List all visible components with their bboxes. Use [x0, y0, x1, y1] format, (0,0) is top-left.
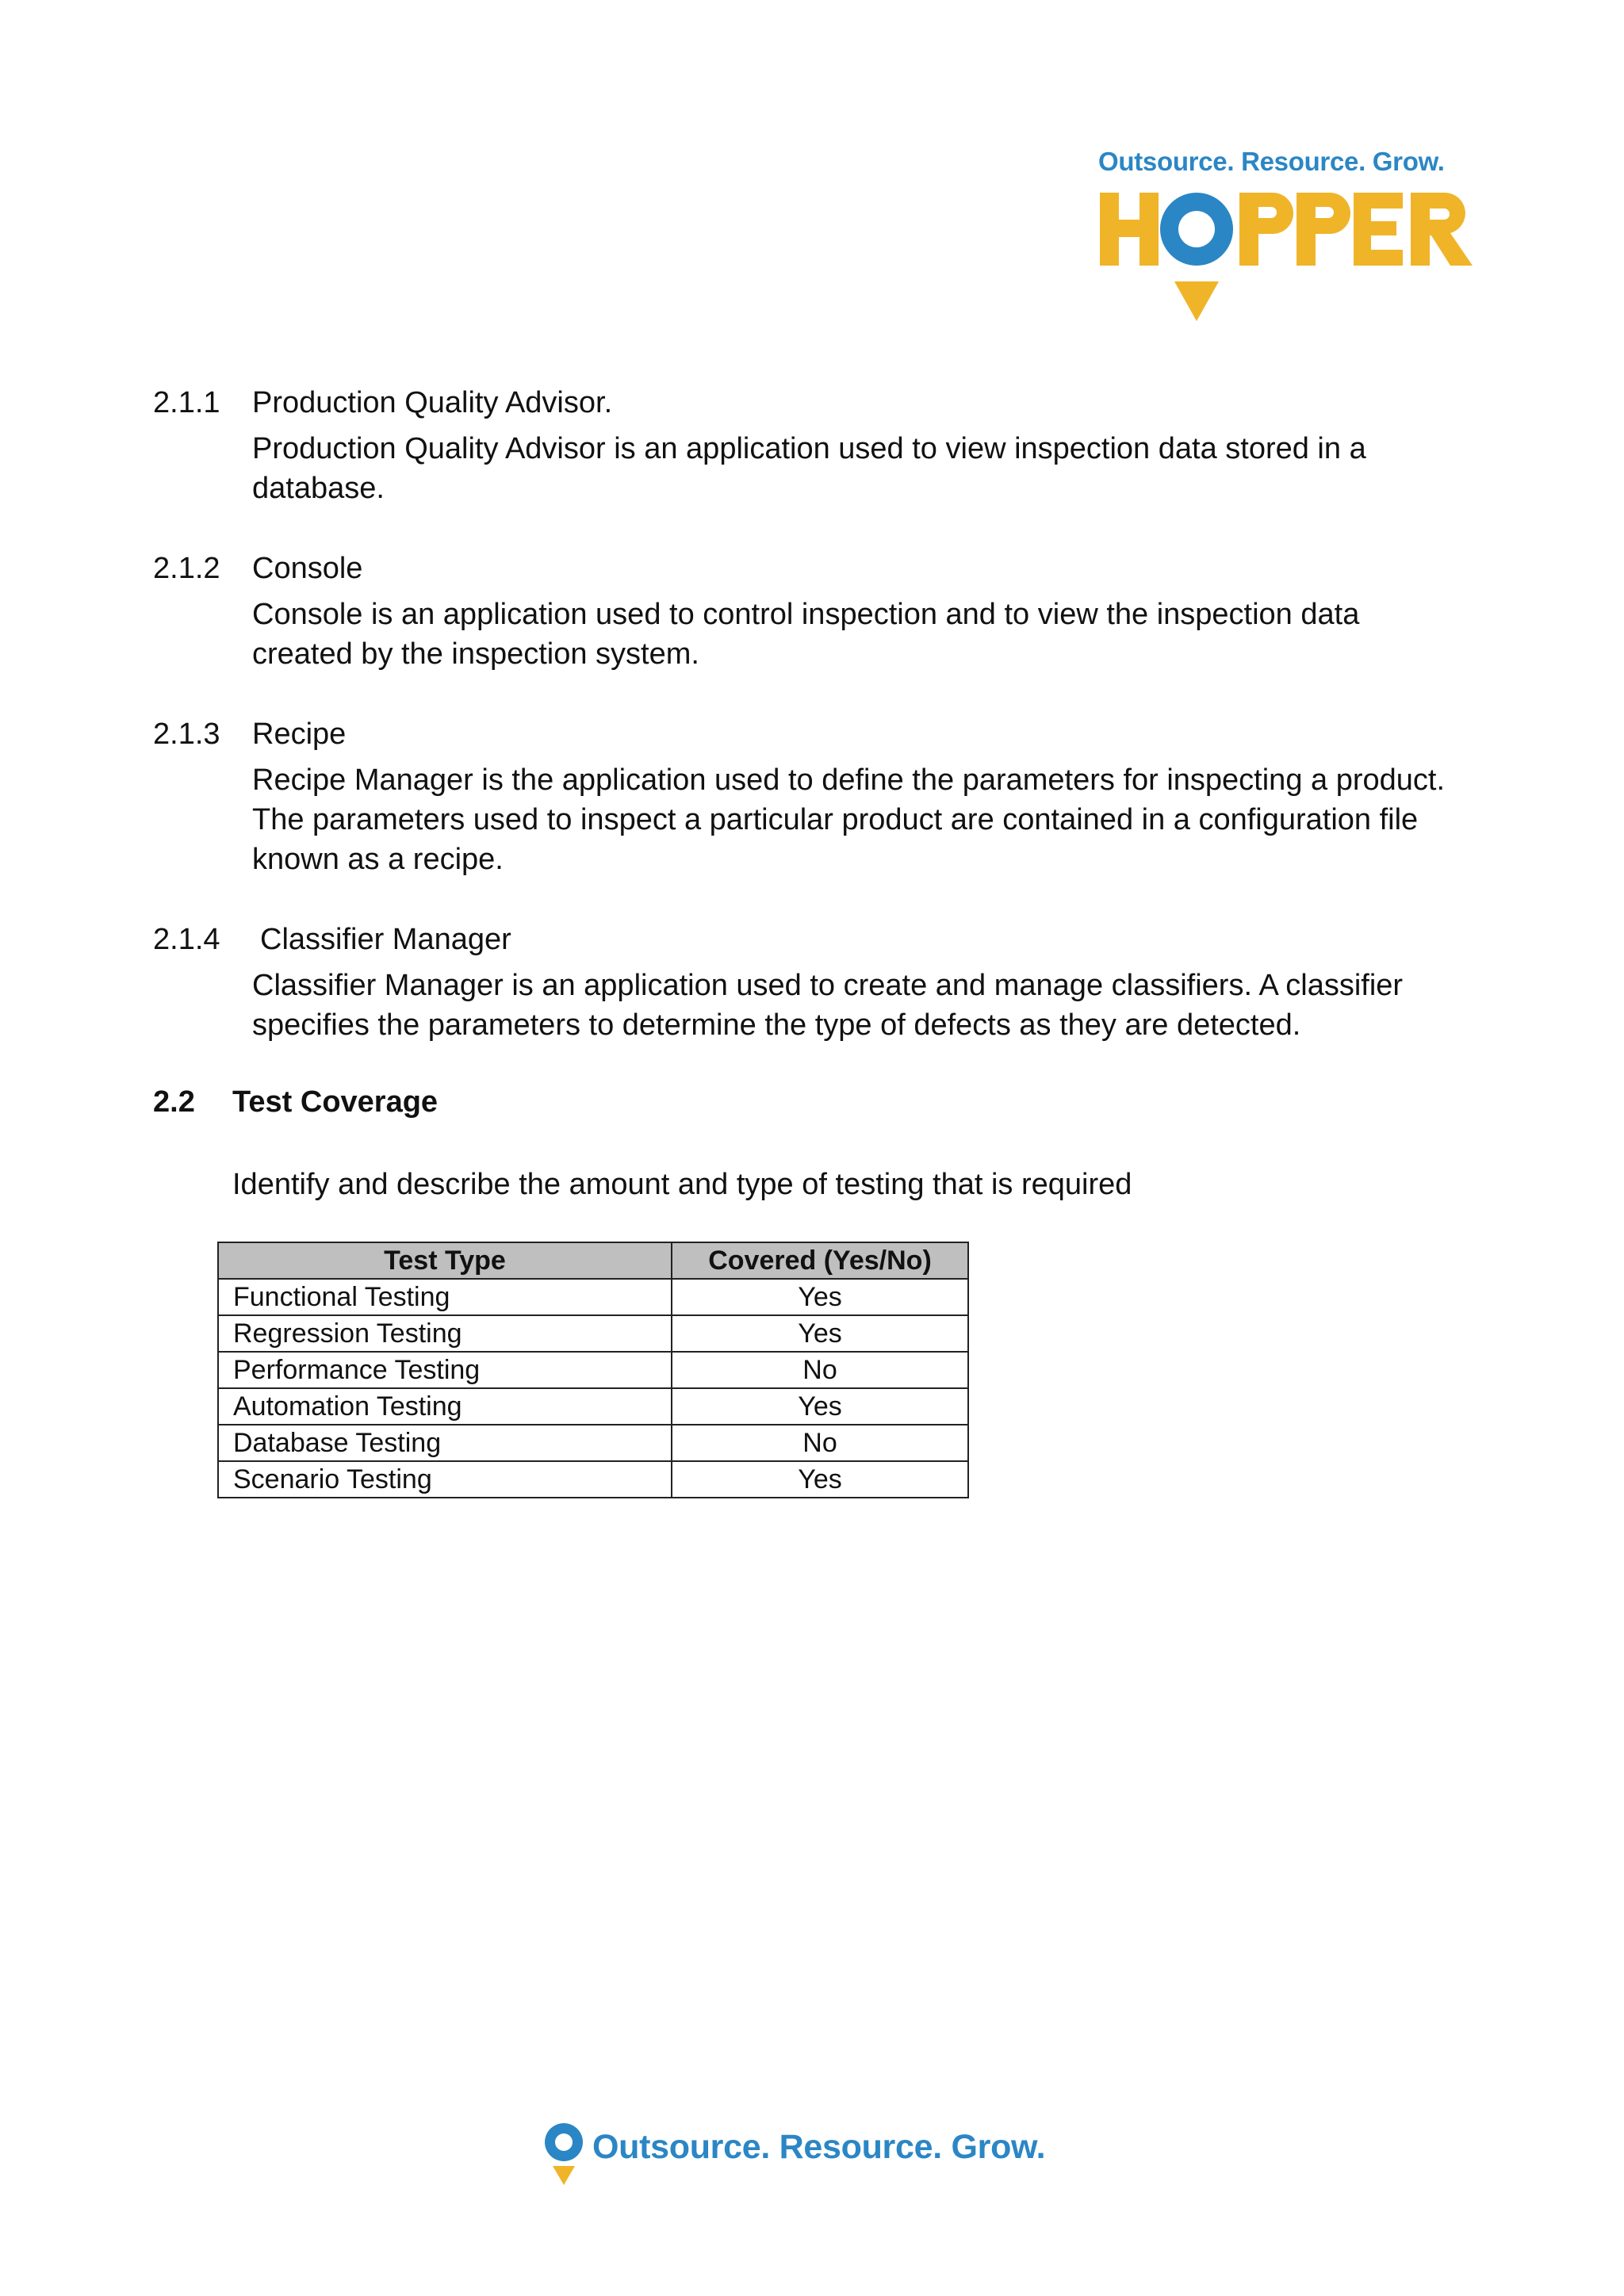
- covered-cell: No: [672, 1352, 968, 1388]
- body-line: created by the inspection system.: [252, 637, 699, 671]
- section-number: 2.1.1: [153, 386, 220, 419]
- body-line: Classifier Manager is an application used to create and manage classifiers. A classifier: [252, 969, 1404, 1002]
- section-number: 2.1.2: [153, 552, 220, 585]
- body-line: Recipe Manager is the application used to define the parameters for inspecting a product.: [252, 763, 1446, 797]
- section-title: Production Quality Advisor.: [252, 386, 613, 419]
- section-title: Console: [252, 552, 363, 585]
- column-header-test-type: Test Type: [218, 1242, 672, 1279]
- section-title: Recipe: [252, 718, 347, 751]
- test-type-cell: Regression Testing: [218, 1315, 672, 1352]
- body-line: Console is an application used to control inspection and to view the inspection data: [252, 598, 1360, 631]
- body-line: The parameters used to inspect a particular product are contained in a configuration file: [252, 803, 1419, 836]
- location-pin-icon: [543, 2122, 584, 2185]
- column-header-covered: Covered (Yes/No): [672, 1242, 968, 1279]
- body-line: Production Quality Advisor is an application used to view inspection data stored in a: [252, 432, 1366, 465]
- hopper-logo: [1098, 147, 1483, 329]
- test-type-cell: Performance Testing: [218, 1352, 672, 1388]
- section-title: Test Coverage: [232, 1085, 439, 1119]
- table-row: [218, 1425, 968, 1461]
- covered-cell: Yes: [672, 1388, 968, 1425]
- section-title: Classifier Manager: [260, 923, 511, 956]
- hopper-wordmark-logo: [1098, 182, 1483, 329]
- test-coverage-table: [217, 1242, 969, 1498]
- footer-tagline: Outsource. Resource. Grow.: [592, 2128, 1046, 2166]
- test-type-cell: Automation Testing: [218, 1388, 672, 1425]
- test-coverage-intro: Identify and describe the amount and type of testing that is required: [232, 1168, 1132, 1201]
- body-line: specifies the parameters to determine the type of defects as they are detected.: [252, 1008, 1301, 1042]
- table-header-row: [218, 1242, 968, 1279]
- section-number: 2.1.4: [153, 923, 220, 956]
- section-body: [252, 429, 1521, 508]
- covered-cell: No: [672, 1425, 968, 1461]
- section-body: [252, 760, 1521, 879]
- test-type-cell: Functional Testing: [218, 1279, 672, 1315]
- test-type-cell: Database Testing: [218, 1425, 672, 1461]
- table-row: [218, 1279, 968, 1315]
- section-body: [252, 966, 1521, 1045]
- table-row: [218, 1388, 968, 1425]
- section-number: 2.2: [153, 1085, 195, 1119]
- table-row: [218, 1461, 968, 1498]
- table-row: [218, 1352, 968, 1388]
- covered-cell: Yes: [672, 1279, 968, 1315]
- test-type-cell: Scenario Testing: [218, 1461, 672, 1498]
- body-line: known as a recipe.: [252, 843, 504, 876]
- body-line: database.: [252, 472, 385, 505]
- table-row: [218, 1315, 968, 1352]
- covered-cell: Yes: [672, 1461, 968, 1498]
- covered-cell: Yes: [672, 1315, 968, 1352]
- logo-tagline: Outsource. Resource. Grow.: [1098, 147, 1445, 176]
- section-body: [252, 595, 1521, 674]
- section-number: 2.1.3: [153, 718, 220, 751]
